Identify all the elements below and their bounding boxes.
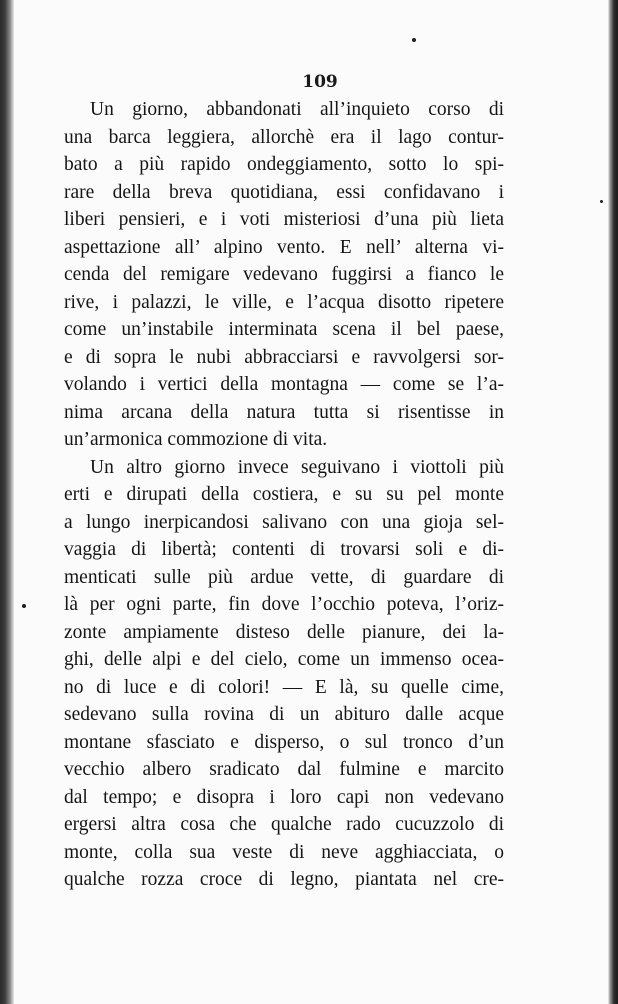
text-line: a lungo inerpicandosi salivano con una gioja sel- (64, 511, 504, 533)
text-line: monte, colla sua veste di neve agghiacciata, o (64, 841, 504, 863)
text-line: vaggia di libertà; contenti di trovarsi soli e di- (64, 539, 504, 560)
text-line: aspettazione all’ alpino vento. E nell’ alterna vi- (64, 236, 504, 258)
text-line: rare della breva quotidiana, essi confidavano i (64, 181, 504, 203)
text-line: volando i vertici della montagna — come se l’a- (64, 374, 504, 395)
text-line: Un altro giorno invece seguivano i viottoli più (90, 456, 504, 478)
text-line: erti e dirupati della costiera, e su su pel monte (64, 484, 504, 505)
text-line: vecchio albero sradicato dal fulmine e marcito (64, 759, 504, 780)
text-line: liberi pensieri, e i voti misteriosi d’una più lieta (64, 209, 504, 230)
text-line: no di luce e di colori! — E là, su quelle cime, (64, 676, 504, 698)
text-line: montane sfasciato e disperso, o sul tronco d’un (64, 731, 504, 753)
ink-speck (600, 200, 603, 203)
text-line: Un giorno, abbandonati all’inquieto corso di (90, 99, 504, 120)
text-line: qualche rozza croce di legno, piantata nel cre- (64, 869, 504, 890)
page-gutter-shadow (0, 0, 14, 1004)
text-line: ergersi altra cosa che qualche rado cucuzzolo di (64, 814, 504, 835)
text-line: bato a più rapido ondeggiamento, sotto lo spi- (64, 154, 504, 175)
page-edge-shadow (608, 0, 618, 1004)
text-line: menticati sulle più ardue vette, di guardare di (64, 566, 504, 588)
text-line: cenda del remigare vedevano fuggirsi a fianco le (64, 264, 504, 285)
text-line: rive, i palazzi, le ville, e l’acqua disotto ripetere (64, 291, 504, 313)
page-number: 109 (302, 72, 338, 92)
ink-speck (22, 604, 26, 608)
ink-speck (412, 38, 416, 42)
text-line: dal tempo; e disopra i loro capi non vedevano (64, 786, 504, 808)
text-line: una barca leggiera, allorchè era il lago contur- (64, 126, 504, 148)
text-line: là per ogni parte, fin dove l’occhio poteva, l’oriz- (64, 594, 504, 615)
text-line: sedevano sulla rovina di un abituro dalle acque (64, 704, 504, 725)
text-line: nima arcana della natura tutta si risentisse in (64, 401, 504, 423)
text-line: zonte ampiamente disteso delle pianure, dei la- (64, 621, 504, 643)
text-line: e di sopra le nubi abbracciarsi e ravvolgersi sor- (64, 346, 504, 368)
text-line: ghi, delle alpi e del cielo, come un immenso ocea- (64, 649, 504, 670)
body-text (64, 96, 504, 894)
text-line: un’armonica commozione di vita. (64, 429, 328, 450)
text-line: come un’instabile interminata scena il bel paese, (64, 319, 504, 340)
